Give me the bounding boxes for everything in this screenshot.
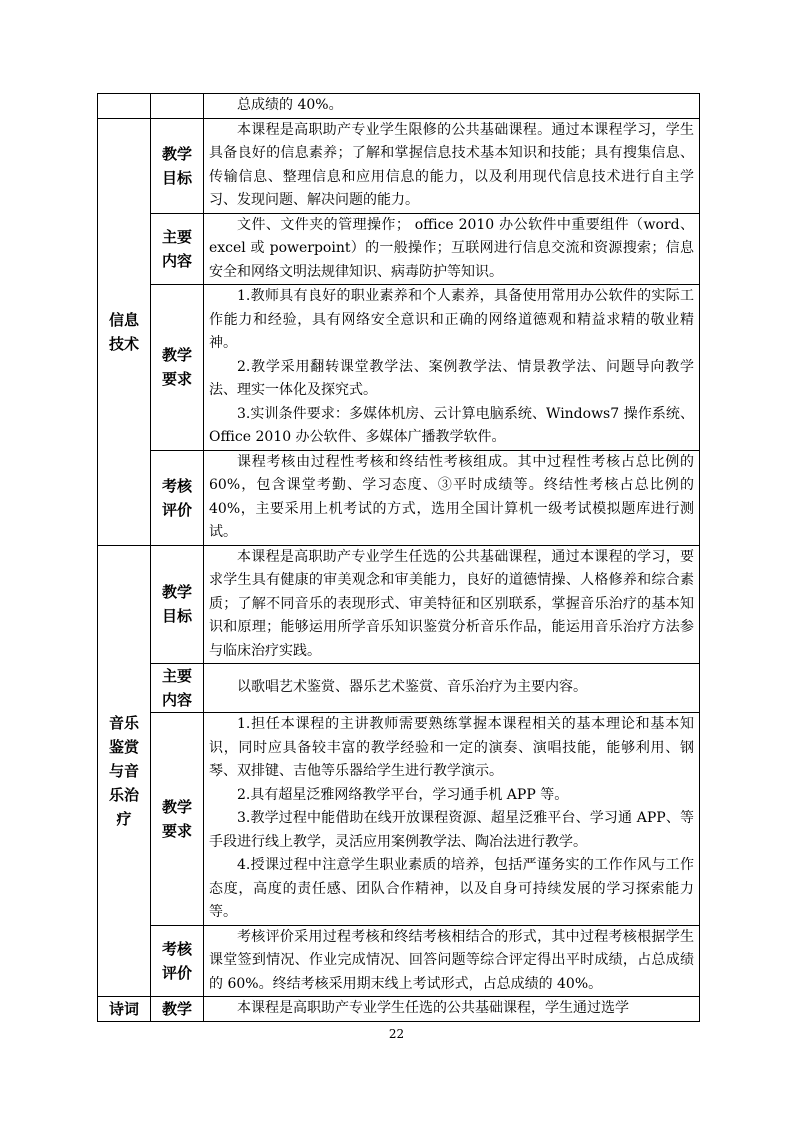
row-label: 主要 内容 — [161, 227, 192, 270]
row-label-cell — [151, 925, 204, 997]
content-paragraph: 4.授课过程中注意学生职业素质的培养，包括严谨务实的工作作风与工作态度，高度的责任感、团队合作精神，以及自身可持续发展的学习探索能力等。 — [209, 857, 694, 920]
course-name-cell — [98, 545, 151, 997]
row-label: 教学 目标 — [161, 583, 192, 626]
row-label-cell — [151, 94, 204, 119]
row-label: 教学 要求 — [161, 346, 192, 389]
content-cell — [204, 285, 700, 451]
row-label: 教学 目标 — [161, 144, 192, 187]
content-paragraph: 课程考核由过程性考核和终结性考核组成。其中过程性考核占总比例的 60%，包含课堂考勤、学习态度、③平时成绩等。终结性考核占总比例的 40%，主要采用上机考试的方式，选用全国计算机一级考试模拟题库进行测试。 — [209, 453, 694, 540]
course-name-cell — [98, 94, 151, 119]
table-row — [98, 664, 700, 713]
row-label-cell — [151, 118, 204, 213]
table-row — [98, 545, 700, 664]
content-cell — [204, 450, 700, 545]
row-label-cell — [151, 213, 204, 285]
table-row — [98, 925, 700, 997]
row-label-cell — [151, 713, 204, 926]
row-label: 主要 内容 — [161, 667, 192, 709]
row-label: 考核 评价 — [161, 939, 192, 982]
content-paragraph: 2.教学采用翻转课堂教学法、案例教学法、情景教学法、问题导向教学法、理实一体化及探究式。 — [209, 358, 694, 398]
content-paragraph: 本课程是高职助产专业学生限修的公共基础课程。通过本课程学习，学生具备良好的信息素养；了解和掌握信息技术基本知识和技能；具有搜集信息、传输信息、整理信息和应用信息的能力，以及利用现代信息技术进行自主学习、发现问题、解决问题的能力。 — [209, 121, 694, 208]
content-cell — [204, 997, 700, 1022]
course-name-cell — [98, 997, 151, 1022]
content-cell — [204, 713, 700, 926]
page-number: 22 — [388, 1027, 405, 1041]
course-name-cell — [98, 118, 151, 545]
content-paragraph: 总成绩的 40%。 — [237, 97, 343, 113]
content-cell — [204, 118, 700, 213]
content-paragraph: 2.具有超星泛雅网络教学平台，学习通手机 APP 等。 — [237, 786, 569, 803]
content-paragraph: 本课程是高职助产专业学生任选的公共基础课程，学生通过选学 — [237, 1000, 629, 1017]
row-label-cell — [151, 285, 204, 451]
content-paragraph: 3.实训条件要求：多媒体机房、云计算电脑系统、Windows7 操作系统、Office 2010 办公软件、多媒体广播教学软件。 — [209, 405, 694, 445]
table-row — [98, 285, 700, 451]
content-paragraph: 本课程是高职助产专业学生任选的公共基础课程，通过本课程的学习，要求学生具有健康的审美观念和审美能力，良好的道德情操、人格修养和综合素质；了解不同音乐的表现形式、审美特征和区别联系，掌握音乐治疗的基本知识和原理；能够运用所学音乐知识鉴赏分析音乐作品，能运用音乐治疗方法参与临床治疗实践。 — [209, 548, 694, 659]
content-cell — [204, 213, 700, 285]
row-label: 教学 要求 — [161, 797, 192, 840]
row-label-cell — [151, 997, 204, 1022]
row-label: 考核 评价 — [161, 476, 192, 519]
content-paragraph: 1.教师具有良好的职业素养和个人素养，具备使用常用办公软件的实际工作能力和经验，具有网络安全意识和正确的网络道德观和精益求精的敬业精神。 — [209, 288, 694, 351]
content-paragraph: 以歌唱艺术鉴赏、器乐艺术鉴赏、音乐治疗为主要内容。 — [237, 679, 587, 696]
content-cell — [204, 925, 700, 997]
content-cell — [204, 664, 700, 713]
content-paragraph: 1.担任本课程的主讲教师需要熟练掌握本课程相关的基本理论和基本知识，同时应具备较丰富的教学经验和一定的演奏、演唱技能，能够利用、钢琴、双排键、吉他等乐器给学生进行教学演示。 — [209, 716, 694, 779]
content-paragraph: 文件、文件夹的管理操作； office 2010 办公软件中重要组件（word、excel 或 powerpoint）的一般操作；互联网进行信息交流和资源搜索；信息安全和网络文明法规律知识、病毒防护等知识。 — [209, 216, 694, 280]
content-cell — [204, 545, 700, 664]
row-label-cell — [151, 450, 204, 545]
content-paragraph: 3.教学过程中能借助在线开放课程资源、超星泛雅平台、学习通 APP、等手段进行线上教学，灵活应用案例教学法、陶冶法进行教学。 — [209, 810, 694, 850]
table-row — [98, 713, 700, 926]
table-row — [98, 997, 700, 1022]
row-label-cell — [151, 664, 204, 713]
course-name: 诗词 — [108, 1000, 139, 1018]
row-label: 教学 — [161, 1000, 192, 1018]
course-table — [97, 93, 700, 1022]
table-row — [98, 450, 700, 545]
content-paragraph: 考核评价采用过程考核和终结考核相结合的形式，其中过程考核根据学生课堂签到情况、作业完成情况、回答问题等综合评定得出平时成绩，占总成绩的 60%。终结考核采用期末线上考试形式，占总成绩的 40%。 — [209, 928, 694, 992]
content-cell — [204, 94, 700, 119]
table-row — [98, 118, 700, 213]
course-name: 音乐 鉴赏 与音 乐治 疗 — [108, 713, 139, 828]
row-label-cell — [151, 545, 204, 664]
table-row — [98, 94, 700, 119]
course-name: 信息 技术 — [108, 310, 139, 353]
table-row — [98, 213, 700, 285]
